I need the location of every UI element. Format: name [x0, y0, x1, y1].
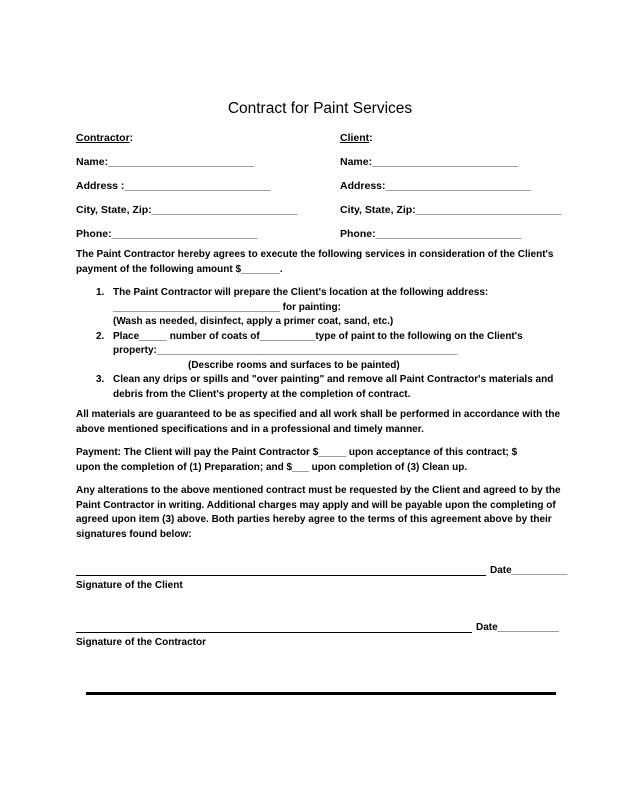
guarantee-paragraph: [76, 408, 596, 437]
contractor-signature-line[interactable]: [76, 632, 472, 633]
client-phone-field[interactable]: Phone:_________________________: [340, 228, 522, 240]
list-item-text: property:______________________________________________________: [113, 345, 458, 356]
list-number: 3.: [96, 374, 105, 385]
document-title: Contract for Paint Services: [227, 100, 413, 117]
client-heading-text: Client: [340, 132, 370, 144]
alterations-paragraph: [76, 484, 596, 542]
list-item-text: Place_____ number of coats of__________type of paint to the following on the Client's: [113, 330, 523, 342]
client-city-field[interactable]: City, State, Zip:_________________________: [340, 204, 562, 216]
list-item-text: ______________________________ for painting:: [113, 301, 341, 313]
alterations-line: signatures found below:: [76, 528, 192, 540]
contractor-address-field[interactable]: Address :_________________________: [76, 180, 271, 192]
list-number: 1.: [96, 287, 105, 298]
client-signature-line[interactable]: [76, 575, 486, 576]
client-address-field[interactable]: Address:_________________________: [340, 180, 532, 192]
alterations-line: Paint Contractor in writing. Additional charges may apply and will be payable upon the completing of: [76, 499, 556, 511]
contractor-date-field[interactable]: Date___________: [476, 622, 559, 633]
contractor-city-field[interactable]: City, State, Zip:_________________________: [76, 204, 298, 216]
contractor-signature-label: Signature of the Contractor: [76, 637, 207, 648]
payment-line: Payment: The Client will pay the Paint Contractor $_____ upon acceptance of this contract; $: [76, 447, 518, 458]
contractor-heading-text: Contractor: [76, 132, 130, 144]
alterations-line: Any alterations to the above mentioned contract must be requested by the Client and agreed to by the: [76, 485, 561, 496]
list-number: 2.: [96, 330, 105, 342]
guarantee-line: All materials are guaranteed to be as specified and all work shall be performed in accordance with the: [76, 409, 561, 420]
bottom-divider: [86, 692, 556, 695]
client-heading: [340, 132, 373, 144]
list-item-text: (Describe rooms and surfaces to be painted): [188, 359, 400, 371]
contractor-name-field[interactable]: Name:_________________________: [76, 156, 255, 168]
client-name-field[interactable]: Name:_________________________: [340, 156, 519, 168]
contractor-heading: [76, 132, 133, 144]
contractor-phone-field[interactable]: Phone:_________________________: [76, 228, 258, 240]
intro-line: The Paint Contractor hereby agrees to execute the following services in consideration of the Client's: [76, 249, 554, 260]
contractor-heading-colon: :: [129, 132, 134, 144]
client-signature-label: Signature of the Client: [76, 580, 183, 591]
list-item-text: The Paint Contractor will prepare the Client's location at the following address:: [113, 287, 489, 298]
list-item-text: Clean any drips or spills and "over painting" and remove all Paint Contractor's materials and: [113, 374, 554, 385]
intro-paragraph: [76, 248, 596, 277]
list-item-text: debris from the Client's property at the completion of contract.: [113, 388, 411, 400]
payment-line: upon the completion of (1) Preparation; and $___ upon completion of (3) Clean up.: [76, 461, 468, 473]
intro-line: payment of the following amount $_______.: [76, 263, 283, 275]
client-date-field[interactable]: Date__________: [490, 565, 568, 576]
payment-paragraph: [76, 446, 596, 475]
list-item-text: (Wash as needed, disinfect, apply a primer coat, sand, etc.): [113, 316, 394, 327]
alterations-line: agreed upon item (3) above. Both parties hereby agree to the terms of this agreement above by their: [76, 514, 552, 525]
client-heading-colon: :: [369, 132, 373, 144]
services-list: [96, 286, 596, 406]
guarantee-line: above mentioned specifications and in a professional and timely manner.: [76, 423, 424, 435]
